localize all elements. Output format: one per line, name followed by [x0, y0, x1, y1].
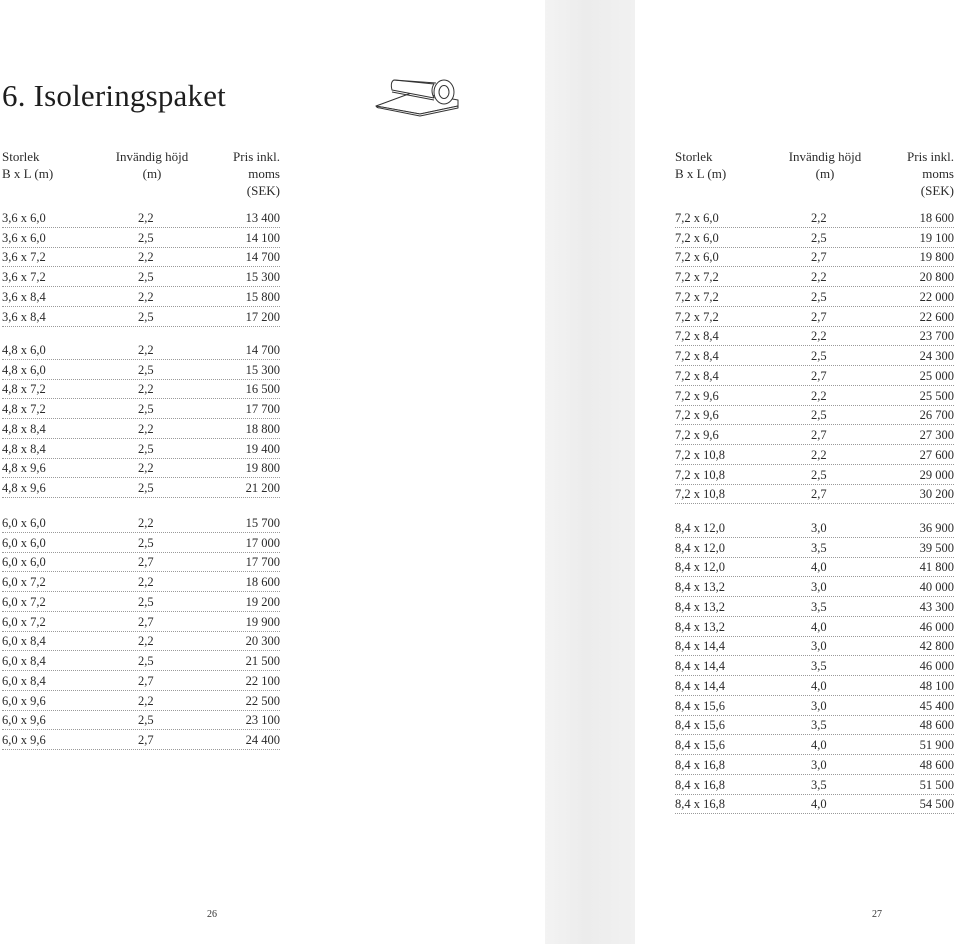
height-cell: 2,5 [138, 441, 154, 456]
height-cell: 2,5 [811, 408, 827, 423]
price-cell: 25 500 [919, 388, 954, 403]
size-cell: 6,0 x 9,6 [2, 733, 46, 747]
book-gutter [545, 0, 635, 944]
size-cell: 6,0 x 9,6 [2, 713, 46, 728]
price-cell: 39 500 [919, 540, 954, 555]
height-cell: 2,5 [811, 230, 827, 245]
size-cell: 4,8 x 9,6 [2, 461, 46, 476]
price-cell: 19 900 [245, 614, 280, 629]
size-cell: 4,8 x 7,2 [2, 402, 46, 416]
table-row [675, 307, 954, 327]
price-group [2, 513, 280, 750]
price-cell: 22 600 [919, 309, 954, 324]
size-cell: 3,6 x 6,0 [2, 230, 46, 245]
height-cell: 2,2 [138, 382, 154, 397]
size-cell: 4,8 x 7,2 [2, 382, 46, 397]
size-cell: 3,6 x 8,4 [2, 309, 46, 324]
price-group [2, 208, 280, 327]
table-row [2, 459, 280, 479]
price-group [2, 340, 280, 498]
table-row [2, 228, 280, 248]
price-cell: 17 200 [245, 309, 280, 324]
size-cell: 8,4 x 15,6 [675, 698, 725, 713]
size-cell: 8,4 x 13,2 [675, 580, 725, 594]
price-cell: 54 500 [919, 797, 954, 812]
height-cell: 2,2 [138, 515, 154, 530]
price-cell: 17 700 [245, 402, 280, 416]
height-cell: 4,0 [811, 619, 827, 634]
size-cell: 8,4 x 14,4 [675, 678, 725, 693]
price-cell: 15 800 [245, 289, 280, 304]
height-cell: 2,2 [138, 461, 154, 476]
price-cell: 23 100 [245, 713, 280, 728]
height-cell: 3,0 [811, 698, 827, 713]
size-cell: 7,2 x 7,2 [675, 289, 719, 304]
table-row [2, 399, 280, 419]
price-cell: 25 000 [919, 368, 954, 383]
height-cell: 2,5 [138, 309, 154, 324]
table-row [2, 248, 280, 268]
height-cell: 2,7 [811, 428, 827, 442]
table-row [675, 267, 954, 287]
height-cell: 2,5 [138, 362, 154, 377]
table-row [675, 637, 954, 657]
height-cell: 3,0 [811, 639, 827, 654]
height-cell: 3,5 [811, 718, 827, 733]
price-cell: 40 000 [919, 580, 954, 594]
table-row [675, 346, 954, 366]
size-cell: 3,6 x 6,0 [2, 210, 46, 225]
table-row [2, 380, 280, 400]
table-row [2, 553, 280, 573]
table-row [675, 577, 954, 597]
table-row [2, 612, 280, 632]
price-cell: 14 700 [245, 342, 280, 357]
table-row [2, 513, 280, 533]
height-cell: 2,5 [811, 349, 827, 363]
height-cell: 3,5 [811, 777, 827, 792]
price-cell: 21 200 [245, 481, 280, 495]
price-cell: 14 100 [245, 230, 280, 245]
height-cell: 3,5 [811, 659, 827, 673]
table-row [675, 287, 954, 307]
size-cell: 4,8 x 9,6 [2, 481, 46, 495]
table-row [675, 518, 954, 538]
height-cell: 2,2 [138, 342, 154, 357]
size-cell: 7,2 x 7,2 [675, 270, 719, 284]
height-cell: 2,5 [138, 654, 154, 668]
table-row [675, 597, 954, 617]
size-cell: 6,0 x 7,2 [2, 594, 46, 609]
size-cell: 8,4 x 16,8 [675, 777, 725, 792]
page-title: 6. Isoleringspaket [2, 78, 226, 113]
size-cell: 8,4 x 12,0 [675, 520, 725, 535]
page-number: 27 [872, 909, 882, 920]
price-cell: 48 600 [919, 757, 954, 772]
table-row [2, 533, 280, 553]
height-cell: 2,5 [138, 402, 154, 416]
height-cell: 4,0 [811, 738, 827, 752]
height-cell: 3,0 [811, 757, 827, 772]
table-row [675, 755, 954, 775]
price-cell: 43 300 [919, 599, 954, 614]
table-row [675, 775, 954, 795]
price-cell: 27 600 [919, 447, 954, 462]
price-cell: 15 300 [245, 362, 280, 377]
size-cell: 6,0 x 9,6 [2, 693, 46, 708]
height-cell: 2,7 [138, 673, 154, 688]
height-cell: 4,0 [811, 560, 827, 575]
insulation-roll-icon [374, 70, 460, 118]
price-cell: 45 400 [919, 698, 954, 713]
table-row [675, 538, 954, 558]
table-row [675, 425, 954, 445]
size-cell: 7,2 x 8,4 [675, 349, 719, 363]
table-row [2, 340, 280, 360]
size-cell: 6,0 x 6,0 [2, 515, 46, 530]
height-cell: 2,7 [138, 555, 154, 570]
size-cell: 6,0 x 7,2 [2, 614, 46, 629]
height-cell: 2,5 [138, 270, 154, 284]
height-cell: 3,0 [811, 580, 827, 594]
size-cell: 4,8 x 8,4 [2, 441, 46, 456]
table-row [675, 445, 954, 465]
price-cell: 19 100 [919, 230, 954, 245]
page-number: 26 [207, 909, 217, 920]
size-cell: 7,2 x 8,4 [675, 368, 719, 383]
size-cell: 6,0 x 7,2 [2, 575, 46, 589]
table-row [675, 676, 954, 696]
table-row [2, 730, 280, 750]
height-cell: 2,7 [138, 614, 154, 629]
price-cell: 13 400 [245, 210, 280, 225]
price-cell: 22 100 [245, 673, 280, 688]
size-cell: 7,2 x 10,8 [675, 447, 725, 462]
price-cell: 17 700 [245, 555, 280, 570]
table-row [2, 572, 280, 592]
table-row [675, 716, 954, 736]
price-cell: 19 200 [245, 594, 280, 609]
table-row [675, 485, 954, 505]
height-cell: 2,2 [811, 447, 827, 462]
price-cell: 18 800 [245, 421, 280, 436]
table-row [675, 228, 954, 248]
height-cell: 2,2 [138, 634, 154, 649]
height-cell: 2,5 [138, 481, 154, 495]
price-cell: 22 000 [919, 289, 954, 304]
price-cell: 48 600 [919, 718, 954, 733]
price-cell: 23 700 [919, 329, 954, 344]
price-cell: 20 300 [245, 634, 280, 649]
size-cell: 6,0 x 6,0 [2, 535, 46, 550]
size-cell: 6,0 x 8,4 [2, 634, 46, 649]
height-cell: 2,2 [811, 329, 827, 344]
size-cell: 7,2 x 9,6 [675, 408, 719, 423]
table-row [2, 632, 280, 652]
header-height: Invändig höjd (m) [115, 149, 189, 181]
table-row [2, 671, 280, 691]
price-cell: 24 300 [919, 349, 954, 363]
price-cell: 27 300 [919, 428, 954, 442]
size-cell: 4,8 x 8,4 [2, 421, 46, 436]
height-cell: 2,7 [811, 250, 827, 265]
table-row [675, 366, 954, 386]
header-size: Storlek B x L (m) [675, 149, 727, 181]
price-cell: 48 100 [919, 678, 954, 693]
size-cell: 7,2 x 6,0 [675, 230, 719, 245]
height-cell: 4,0 [811, 797, 827, 812]
height-cell: 2,7 [811, 309, 827, 324]
height-cell: 3,5 [811, 540, 827, 555]
size-cell: 4,8 x 6,0 [2, 342, 46, 357]
size-cell: 8,4 x 12,0 [675, 560, 725, 575]
header-size: Storlek B x L (m) [2, 149, 54, 181]
price-cell: 30 200 [919, 487, 954, 502]
height-cell: 2,2 [138, 421, 154, 436]
price-cell: 42 800 [919, 639, 954, 654]
height-cell: 2,5 [138, 230, 154, 245]
table-row [2, 478, 280, 498]
table-row [2, 711, 280, 731]
price-cell: 51 900 [919, 738, 954, 752]
size-cell: 8,4 x 12,0 [675, 540, 725, 555]
price-group [675, 518, 954, 814]
size-cell: 7,2 x 7,2 [675, 309, 719, 324]
table-row [2, 307, 280, 327]
table-row [675, 558, 954, 578]
price-cell: 17 000 [245, 535, 280, 550]
price-cell: 46 000 [919, 619, 954, 634]
size-cell: 7,2 x 9,6 [675, 428, 719, 442]
header-price: Pris inkl. moms (SEK) [233, 149, 280, 198]
price-cell: 21 500 [245, 654, 280, 668]
size-cell: 8,4 x 13,2 [675, 599, 725, 614]
height-cell: 2,2 [138, 575, 154, 589]
size-cell: 3,6 x 7,2 [2, 270, 46, 284]
size-cell: 6,0 x 8,4 [2, 654, 46, 668]
size-cell: 8,4 x 15,6 [675, 718, 725, 733]
size-cell: 6,0 x 6,0 [2, 555, 46, 570]
table-row [2, 360, 280, 380]
price-cell: 46 000 [919, 659, 954, 673]
price-cell: 26 700 [919, 408, 954, 423]
price-cell: 24 400 [245, 733, 280, 747]
table-row [675, 406, 954, 426]
price-cell: 19 800 [919, 250, 954, 265]
height-cell: 2,2 [138, 250, 154, 265]
size-cell: 8,4 x 15,6 [675, 738, 725, 752]
table-row [675, 656, 954, 676]
price-cell: 15 700 [245, 515, 280, 530]
size-cell: 3,6 x 7,2 [2, 250, 46, 265]
size-cell: 7,2 x 10,8 [675, 467, 725, 482]
height-cell: 3,0 [811, 520, 827, 535]
table-row [2, 267, 280, 287]
header-height: Invändig höjd (m) [788, 149, 862, 181]
table-row [675, 327, 954, 347]
table-row [2, 419, 280, 439]
size-cell: 7,2 x 8,4 [675, 329, 719, 344]
table-row [675, 386, 954, 406]
price-cell: 14 700 [245, 250, 280, 265]
size-cell: 8,4 x 14,4 [675, 639, 725, 654]
table-row [2, 691, 280, 711]
size-cell: 4,8 x 6,0 [2, 362, 46, 377]
height-cell: 2,2 [811, 210, 827, 225]
size-cell: 8,4 x 13,2 [675, 619, 725, 634]
table-row [675, 617, 954, 637]
size-cell: 7,2 x 6,0 [675, 210, 719, 225]
header-price: Pris inkl. moms (SEK) [907, 149, 954, 198]
height-cell: 2,2 [138, 210, 154, 225]
height-cell: 2,2 [811, 270, 827, 284]
height-cell: 2,5 [811, 467, 827, 482]
height-cell: 2,5 [138, 713, 154, 728]
size-cell: 7,2 x 10,8 [675, 487, 725, 502]
price-cell: 19 400 [245, 441, 280, 456]
table-row [675, 208, 954, 228]
height-cell: 4,0 [811, 678, 827, 693]
price-cell: 22 500 [245, 693, 280, 708]
height-cell: 2,2 [811, 388, 827, 403]
table-row [2, 208, 280, 228]
table-row [675, 735, 954, 755]
price-cell: 16 500 [245, 382, 280, 397]
height-cell: 2,5 [138, 594, 154, 609]
price-cell: 18 600 [919, 210, 954, 225]
height-cell: 2,7 [811, 487, 827, 502]
height-cell: 2,2 [138, 289, 154, 304]
price-cell: 20 800 [919, 270, 954, 284]
price-group [675, 208, 954, 504]
table-row [2, 287, 280, 307]
size-cell: 6,0 x 8,4 [2, 673, 46, 688]
size-cell: 8,4 x 14,4 [675, 659, 725, 673]
height-cell: 2,5 [138, 535, 154, 550]
height-cell: 2,7 [811, 368, 827, 383]
size-cell: 7,2 x 9,6 [675, 388, 719, 403]
table-row [675, 465, 954, 485]
price-cell: 51 500 [919, 777, 954, 792]
size-cell: 3,6 x 8,4 [2, 289, 46, 304]
height-cell: 2,2 [138, 693, 154, 708]
table-row [2, 651, 280, 671]
price-cell: 41 800 [919, 560, 954, 575]
table-row [2, 592, 280, 612]
table-row [2, 439, 280, 459]
size-cell: 8,4 x 16,8 [675, 797, 725, 812]
size-cell: 8,4 x 16,8 [675, 757, 725, 772]
price-cell: 18 600 [245, 575, 280, 589]
height-cell: 2,7 [138, 733, 154, 747]
price-cell: 29 000 [919, 467, 954, 482]
table-row [675, 795, 954, 815]
height-cell: 2,5 [811, 289, 827, 304]
price-cell: 19 800 [245, 461, 280, 476]
price-cell: 36 900 [919, 520, 954, 535]
table-row [675, 248, 954, 268]
size-cell: 7,2 x 6,0 [675, 250, 719, 265]
table-row [675, 696, 954, 716]
price-cell: 15 300 [245, 270, 280, 284]
height-cell: 3,5 [811, 599, 827, 614]
